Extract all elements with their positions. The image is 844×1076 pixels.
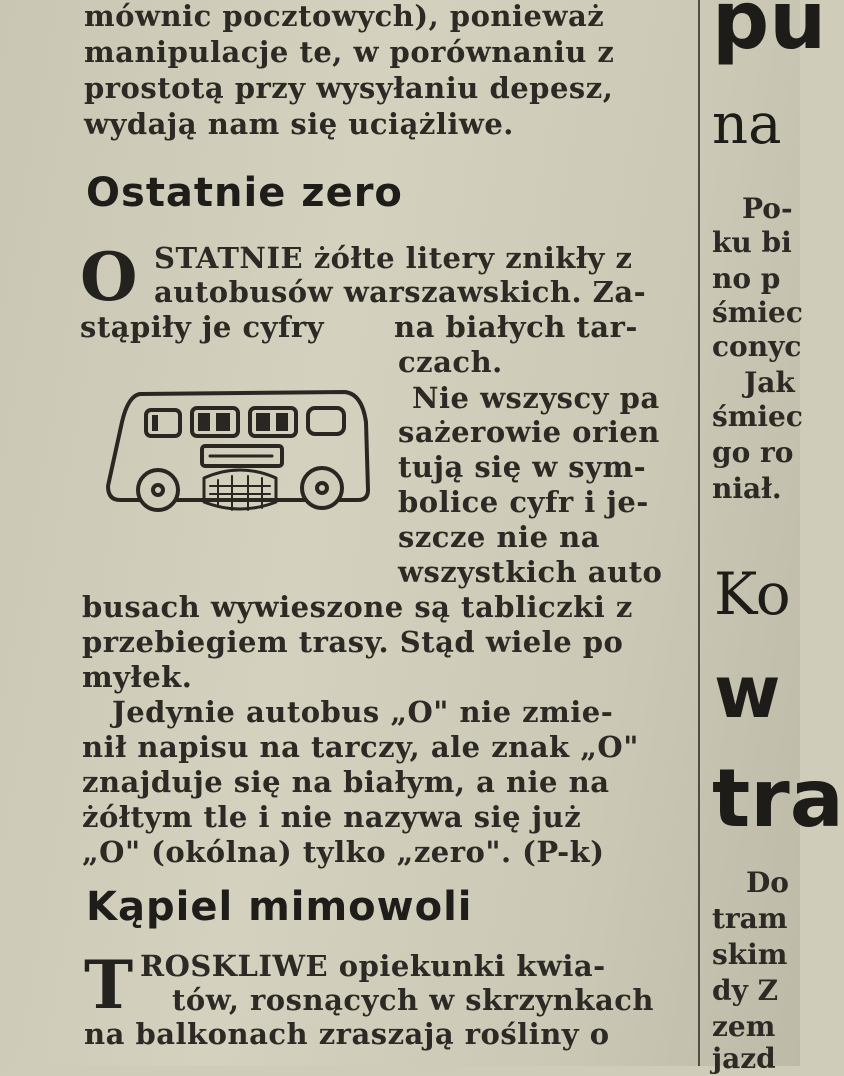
- article2-line-indented: autobusów warszawskich. Za-: [154, 275, 647, 309]
- right-headline-mid-1: Ko: [714, 560, 791, 628]
- article2-full-line-7: żółtym tle i nie nazywa się już: [82, 800, 582, 834]
- article2-side-line-2: czach.: [398, 345, 503, 379]
- article3-headline: Kąpiel mimowoli: [86, 884, 473, 930]
- right-headline-top-1: pu: [712, 0, 827, 67]
- right-text-2-line-5: zem: [712, 1010, 776, 1043]
- right-text-1-line-6: Jak: [744, 366, 795, 399]
- article2-full-line-3: myłek.: [82, 660, 193, 694]
- article2-full-line-4: Jedynie autobus „O" nie zmie-: [112, 695, 614, 729]
- right-headline-mid-2: w: [714, 650, 781, 734]
- article2-side-line-6: bolice cyfr i je-: [398, 485, 649, 519]
- article2-side-line-7: szcze nie na: [398, 520, 600, 554]
- article2-side-line-8: wszystkich auto: [398, 555, 663, 589]
- right-text-1-line-4: śmiec: [712, 296, 803, 329]
- right-text-1-line-3: no p: [712, 262, 781, 295]
- article1-line-4: wydają nam się uciążliwe.: [84, 107, 514, 141]
- article3-line-2: tów, rosnących w skrzynkach: [172, 983, 654, 1017]
- article2-side-line-1: na białych tar-: [394, 310, 638, 344]
- article1-line-1: mównic pocztowych), ponieważ: [84, 0, 605, 33]
- right-text-2-line-2: tram: [712, 902, 788, 935]
- right-headline-mid-3: tra: [712, 752, 844, 845]
- article2-side-line-3: Nie wszyscy pa: [412, 381, 660, 415]
- article2-line-before-image: stąpiły je cyfry: [80, 310, 325, 344]
- article3-line-3: na balkonach zraszają rośliny o: [84, 1017, 610, 1051]
- article2-full-line-6: znajduje się na białym, a nie na: [82, 765, 610, 799]
- article2-full-line-5: nił napisu na tarczy, ale znak „O": [82, 730, 639, 764]
- right-text-1-line-5: conyc: [712, 330, 802, 363]
- right-text-1-line-9: niał.: [712, 472, 782, 505]
- article3-dropcap: T: [84, 946, 134, 1024]
- article3-first-line: ROSKLIWE opiekunki kwia-: [140, 949, 606, 983]
- right-text-1-line-8: go ro: [712, 436, 794, 469]
- right-column: [700, 0, 844, 1075]
- right-text-2-line-3: skim: [712, 938, 788, 971]
- article1-line-2: manipulacje te, w porównaniu z: [84, 35, 615, 69]
- article2-full-line-1: busach wywieszone są tabliczki z: [82, 590, 633, 624]
- article2-full-line-8: „O" (okólna) tylko „zero". (P-k): [82, 835, 605, 869]
- article2-side-line-5: tują się w sym-: [398, 450, 647, 484]
- right-text-2-line-1: Do: [746, 866, 789, 899]
- article2-first-line: STATNIE żółte litery znikły z: [154, 241, 633, 275]
- article2-full-line-2: przebiegiem trasy. Stąd wiele po: [82, 625, 624, 659]
- right-text-1-line-1: Po-: [742, 192, 793, 225]
- article2-dropcap: O: [80, 238, 138, 316]
- article2-side-line-4: sażerowie orien: [398, 415, 660, 449]
- right-text-2-line-6: jazd: [712, 1042, 776, 1075]
- right-text-1-line-2: ku bi: [712, 226, 792, 259]
- right-headline-top-2: na: [712, 92, 782, 157]
- bus-illustration: [100, 382, 380, 532]
- right-text-2-line-4: dy Z: [712, 974, 779, 1007]
- article2-headline: Ostatnie zero: [86, 170, 403, 216]
- article1-line-3: prostotą przy wysyłaniu depesz,: [84, 71, 614, 105]
- right-text-1-line-7: śmiec: [712, 400, 803, 433]
